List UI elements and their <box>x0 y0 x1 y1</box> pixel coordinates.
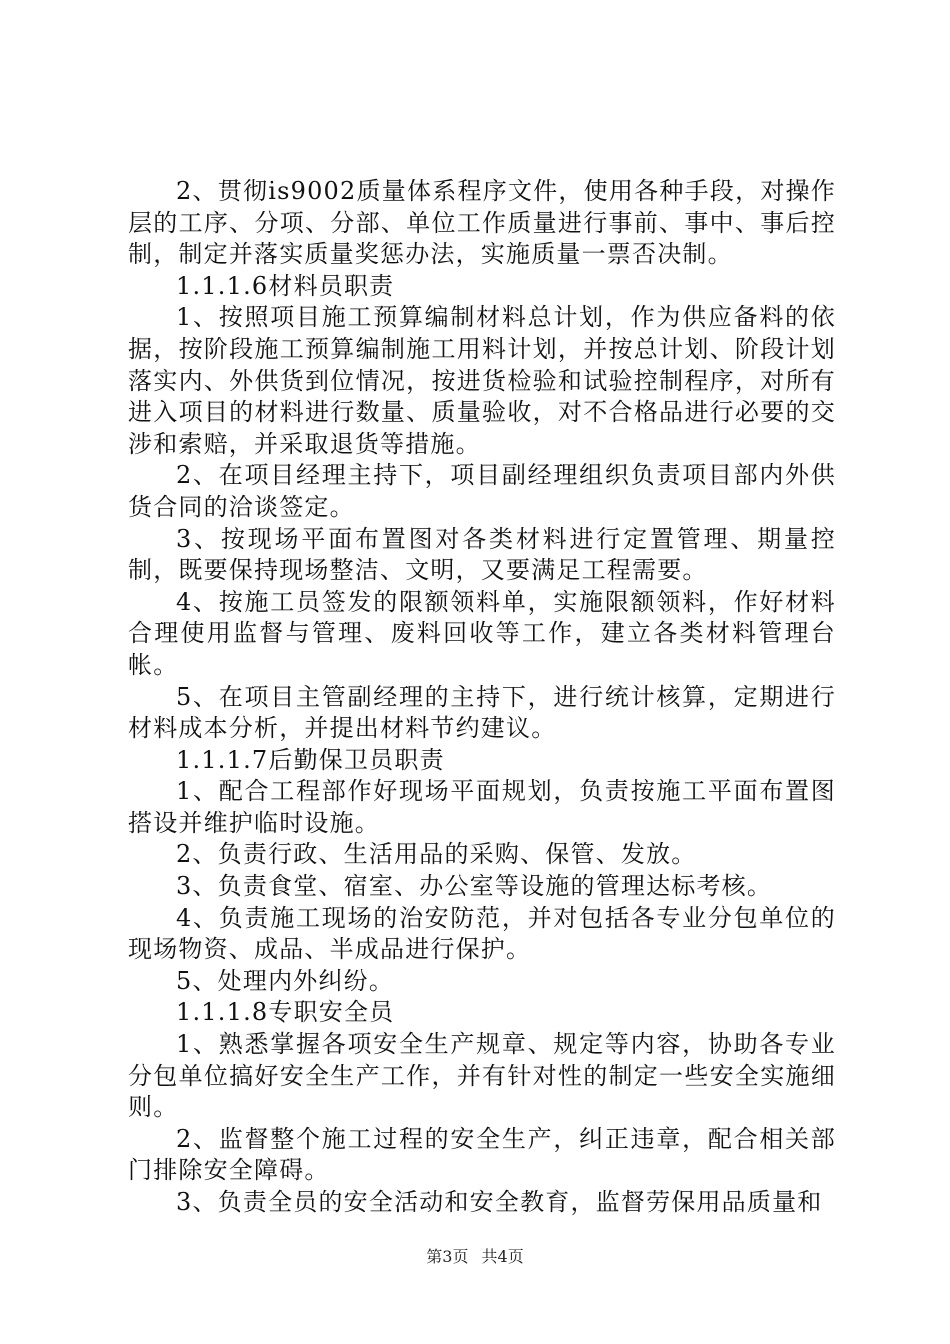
page-total: 共4页 <box>481 1247 524 1266</box>
section-heading: 1.1.1.6材料员职责 <box>176 271 395 300</box>
section-heading: 1.1.1.7后勤保卫员职责 <box>176 745 445 774</box>
paragraph: 5、在项目主管副经理的主持下，进行统计核算，定期进行材料成本分析，并提出材料节约建议。 <box>128 682 836 743</box>
page-footer <box>0 1244 950 1267</box>
paragraph: 2、监督整个施工过程的安全生产，纠正违章，配合相关部门排除安全障碍。 <box>128 1124 836 1185</box>
paragraph: 2、在项目经理主持下，项目副经理组织负责项目部内外供货合同的洽谈签定。 <box>128 461 836 521</box>
paragraph: 3、按现场平面布置图对各类材料进行定置管理、期量控制，既要保持现场整洁、文明，又要满足工程需要。 <box>128 524 836 585</box>
paragraph: 1、配合工程部作好现场平面规划，负责按施工平面布置图搭设并维护临时设施。 <box>128 777 836 837</box>
paragraph: 2、贯彻is9002质量体系程序文件，使用各种手段，对操作层的工序、分项、分部、单位工作质量进行事前、事中、事后控制，制定并落实质量奖惩办法，实施质量一票否决制。 <box>128 177 836 269</box>
paragraph: 4、负责施工现场的治安防范，并对包括各专业分包单位的现场物资、成品、半成品进行保护。 <box>128 903 836 964</box>
paragraph: 4、按施工员签发的限额领料单，实施限额领料，作好材料合理使用监督与管理、废料回收等工作，建立各类材料管理台帐。 <box>128 587 836 679</box>
paragraph: 3、负责全员的安全活动和安全教育，监督劳保用品质量和 <box>176 1188 823 1216</box>
paragraph: 2、负责行政、生活用品的采购、保管、发放。 <box>176 840 697 869</box>
document-body <box>128 176 836 1219</box>
page-number: 第3页 <box>426 1247 469 1266</box>
paragraph: 1、熟悉掌握各项安全生产规章、规定等内容，协助各专业分包单位搞好安全生产工作，并有针对性的制定一些安全实施细则。 <box>128 1030 836 1122</box>
paragraph: 5、处理内外纠纷。 <box>176 966 395 995</box>
paragraph: 1、按照项目施工预算编制材料总计划，作为供应备料的依据，按阶段施工预算编制施工用料计划，并按总计划、阶段计划落实内、外供货到位情况，按进货检验和试验控制程序，对所有进入项目的材料进行数量、质量验收，对不合格品进行必要的交涉和索赔，并采取退货等措施。 <box>128 303 836 458</box>
paragraph: 3、负责食堂、宿室、办公室等设施的管理达标考核。 <box>176 872 773 901</box>
section-heading: 1.1.1.8专职安全员 <box>176 998 395 1027</box>
